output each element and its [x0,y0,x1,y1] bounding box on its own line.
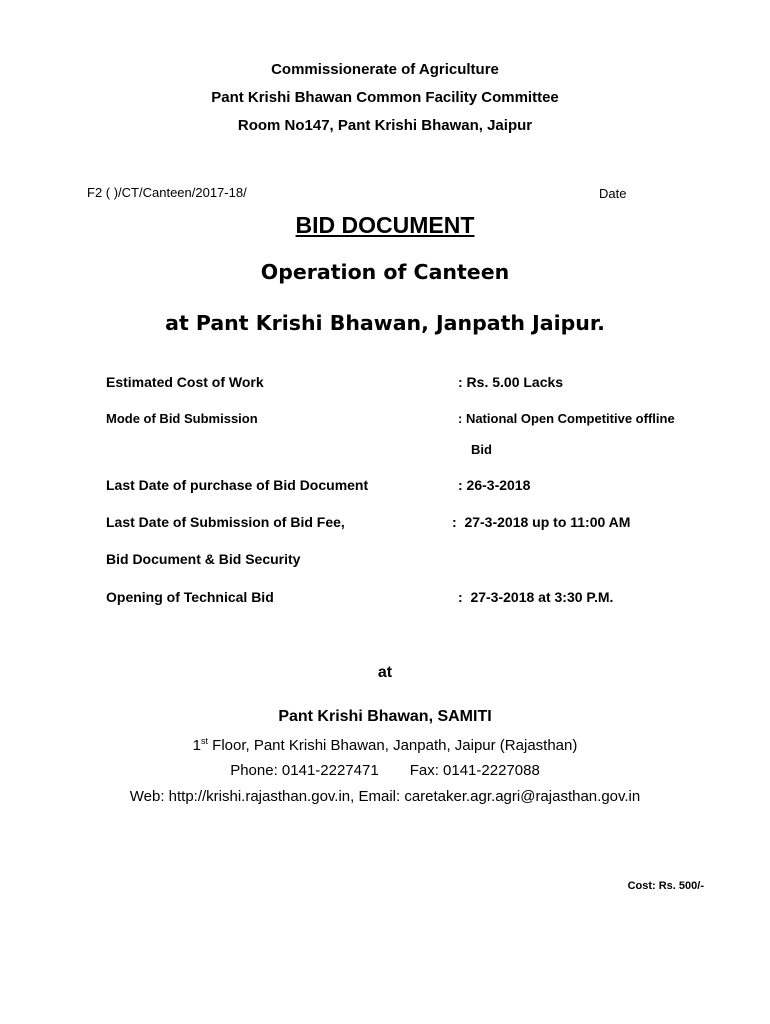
subtitle-line-1: Operation of Canteen [260,260,510,284]
document-title: BID DOCUMENT [295,212,475,238]
subtitle-line-2: at Pant Krishi Bhawan, Janpath Jaipur. [165,311,605,335]
estimated-cost-label: Estimated Cost of Work [106,374,264,390]
file-reference: F2 ( )/CT/Canteen/2017-18/ [87,185,247,200]
last-purchase-value: : 26-3-2018 [458,477,531,493]
last-submission-label: Last Date of Submission of Bid Fee, [106,514,345,530]
address-text: Floor, Pant Krishi Bhawan, Janpath, Jaipur (Rajasthan) [207,737,578,754]
estimated-cost-value: : Rs. 5.00 Lacks [458,374,564,390]
date-label: Date [599,186,627,201]
floor-suffix: st [200,736,208,746]
at-label: at [377,664,393,681]
technical-bid-opening-value: : 27-3-2018 at 3:30 P.M. [458,589,614,605]
document-cost: Cost: Rs. 500/- [627,880,704,892]
header-line-1: Commissionerate of Agriculture [271,61,499,78]
header-line-3: Room No147, Pant Krishi Bhawan, Jaipur [237,117,533,134]
organisation-name: Pant Krishi Bhawan, SAMITI [278,708,492,725]
organisation-web-email: Web: http://krishi.rajasthan.gov.in, Email: caretaker.agr.agri@rajasthan.gov.in [129,788,641,805]
last-submission-label-cont: Bid Document & Bid Security [106,551,301,567]
last-purchase-label: Last Date of purchase of Bid Document [106,477,369,493]
header-line-2: Pant Krishi Bhawan Common Facility Committee [211,89,559,106]
organisation-contact [0,762,770,779]
fax-number: Fax: 0141-2227088 [409,762,540,779]
phone-number: Phone: 0141-2227471 [230,762,379,779]
bid-mode-value: : National Open Competitive offline [458,411,675,426]
organisation-address [0,736,770,754]
technical-bid-opening-label: Opening of Technical Bid [106,589,274,605]
floor-number: 1 [192,737,201,754]
last-submission-value: : 27-3-2018 up to 11:00 AM [452,514,631,530]
bid-mode-value-cont: Bid [471,442,492,457]
bid-mode-label: Mode of Bid Submission [106,411,258,426]
